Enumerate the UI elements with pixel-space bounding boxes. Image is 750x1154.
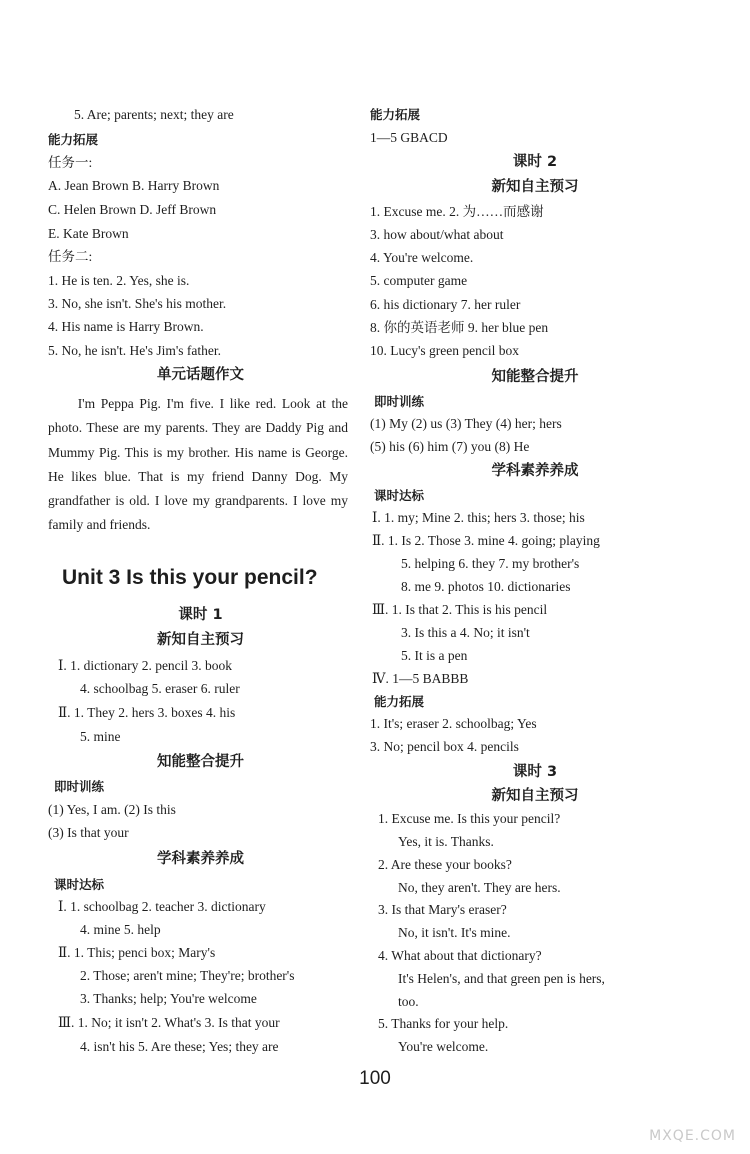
section-heading: 课时达标	[54, 877, 105, 892]
answer-line: 4. His name is Harry Brown.	[48, 319, 204, 334]
answer-line: 4. schoolbag 5. eraser 6. ruler	[80, 681, 240, 696]
answer-line: 8. me 9. photos 10. dictionaries	[401, 579, 571, 594]
section-title: 学科素养养成	[491, 463, 579, 479]
answer-line: 3. No; pencil box 4. pencils	[370, 739, 519, 754]
section-heading: 即时训练	[54, 779, 105, 794]
answer-line: 5. mine	[80, 729, 121, 744]
answer-line: 4. You're welcome.	[370, 250, 474, 265]
section-title: 学科素养养成	[157, 851, 244, 867]
task-label: 任务二:	[48, 249, 93, 264]
answer-line: 5. It is a pen	[401, 648, 468, 663]
answer-line: No, it isn't. It's mine.	[398, 925, 511, 940]
answer-line: 4. mine 5. help	[80, 922, 161, 937]
answer-line: 5. computer game	[370, 273, 468, 288]
answer-line: E. Kate Brown	[48, 226, 129, 241]
answer-line: (1) My (2) us (3) They (4) her; hers	[370, 416, 562, 431]
lesson-title: 课时 1	[178, 607, 223, 623]
answer-line: 4. What about that dictionary?	[378, 948, 542, 963]
answer-line: 2. Are these your books?	[378, 857, 512, 872]
answer-line: You're welcome.	[398, 1039, 489, 1054]
answer-line: (3) Is that your	[48, 825, 129, 840]
answer-line: 5. helping 6. they 7. my brother's	[401, 556, 580, 571]
section-title: 新知自主预习	[491, 179, 579, 195]
section-heading: 能力拓展	[370, 107, 421, 122]
answer-line: 10. Lucy's green pencil box	[370, 343, 520, 358]
answer-line: 1. Excuse me. Is this your pencil?	[378, 811, 561, 826]
answer-line: A. Jean Brown B. Harry Brown	[48, 178, 220, 193]
answer-line: 5. No, he isn't. He's Jim's father.	[48, 343, 222, 358]
answer-line: 2. Those; aren't mine; They're; brother's	[80, 968, 295, 983]
watermark: MXQE.COM	[649, 1128, 736, 1144]
lesson-title: 课时 3	[512, 764, 558, 780]
answer-line: 3. Thanks; help; You're welcome	[80, 991, 257, 1006]
answer-line: Ⅰ. 1. dictionary 2. pencil 3. book	[58, 658, 233, 673]
section-heading: 课时达标	[374, 488, 425, 503]
answer-line: Ⅱ. 1. They 2. hers 3. boxes 4. his	[58, 705, 236, 720]
section-heading: 即时训练	[374, 394, 425, 409]
unit-title: Unit 3 Is this your pencil?	[62, 566, 318, 589]
answer-line: 4. isn't his 5. Are these; Yes; they are	[80, 1039, 279, 1054]
answer-line: 5. Are; parents; next; they are	[74, 107, 234, 122]
answer-line: 1. It's; eraser 2. schoolbag; Yes	[370, 716, 537, 731]
answer-line: Ⅳ. 1—5 BABBB	[372, 671, 469, 686]
section-title: 新知自主预习	[157, 632, 244, 648]
answer-line: 1—5 GBACD	[370, 130, 448, 145]
answer-line: 3. how about/what about	[370, 227, 504, 242]
answer-line: C. Helen Brown D. Jeff Brown	[48, 202, 217, 217]
page-number: 100	[359, 1068, 391, 1089]
answer-line: No, they aren't. They are hers.	[398, 880, 561, 895]
section-title: 知能整合提升	[491, 369, 579, 385]
answer-line: Ⅰ. 1. my; Mine 2. this; hers 3. those; his	[372, 510, 585, 525]
answer-line: Ⅱ. 1. This; penci box; Mary's	[58, 945, 216, 960]
lesson-title: 课时 2	[512, 154, 558, 170]
answer-line: 3. Is that Mary's eraser?	[378, 902, 507, 917]
answer-line: Ⅰ. 1. schoolbag 2. teacher 3. dictionary	[58, 899, 266, 914]
section-title: 知能整合提升	[157, 754, 244, 770]
answer-line: Ⅲ. 1. No; it isn't 2. What's 3. Is that your	[58, 1015, 280, 1030]
answer-line: 6. his dictionary 7. her ruler	[370, 297, 521, 312]
answer-line: 8. 你的英语老师 9. her blue pen	[370, 320, 549, 335]
section-heading: 能力拓展	[48, 132, 99, 147]
essay-text: I'm Peppa Pig. I'm five. I like red. Look at the photo. These are my parents. They are Daddy Pig and Mummy Pig. This is my brother. His name is George. He likes blue. That is my friend Danny Dog. My grandfather is old. I love my grandparents. I love my family and friends.	[48, 396, 348, 533]
answer-line: (5) his (6) him (7) you (8) He	[370, 439, 530, 454]
section-title: 新知自主预习	[491, 788, 579, 804]
answer-line: Ⅱ. 1. Is 2. Those 3. mine 4. going; playing	[372, 533, 600, 548]
answer-line: 1. He is ten. 2. Yes, she is.	[48, 273, 190, 288]
answer-line: 3. No, she isn't. She's his mother.	[48, 296, 227, 311]
answer-line: 5. Thanks for your help.	[378, 1016, 509, 1031]
answer-line: 1. Excuse me. 2. 为……而感谢	[370, 204, 544, 219]
answer-line: Yes, it is. Thanks.	[398, 834, 494, 849]
section-heading: 能力拓展	[374, 694, 425, 709]
essay-title: 单元话题作文	[157, 367, 244, 383]
task-label: 任务一:	[48, 155, 93, 170]
answer-line: too.	[398, 994, 419, 1009]
answer-line: 3. Is this a 4. No; it isn't	[401, 625, 530, 640]
answer-line: It's Helen's, and that green pen is hers,	[398, 971, 605, 986]
answer-line: (1) Yes, I am. (2) Is this	[48, 802, 176, 817]
answer-line: Ⅲ. 1. Is that 2. This is his pencil	[372, 602, 548, 617]
